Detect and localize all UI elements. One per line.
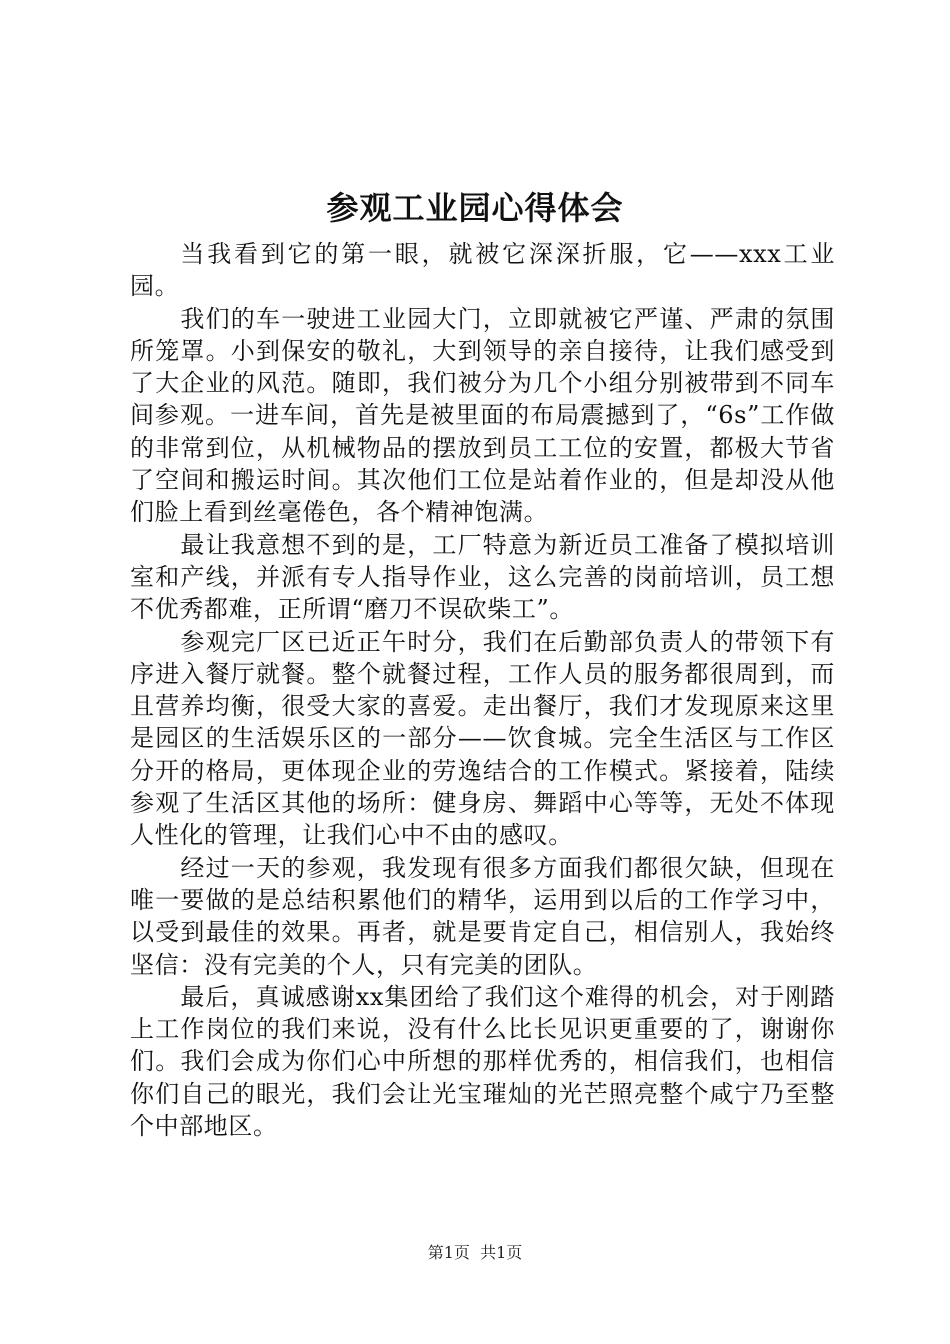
- page-number: 第1页: [427, 1243, 470, 1262]
- paragraph-2: 我们的车一驶进工业园大门，立即就被它严谨、严肃的氛围所笼罩。小到保安的敬礼，大到领导的亲自接待，让我们感受到了大企业的风范。随即，我们被分为几个小组分别被带到不同车间参观。一进车间，首先是被里面的布局震撼到了，“6s”工作做的非常到位，从机械物品的摆放到员工工位的安置，都极大节省了空间和搬运时间。其次他们工位是站着作业的，但是却没从他们脸上看到丝毫倦色，各个精神饱满。: [130, 304, 835, 527]
- document-body: [130, 238, 835, 1142]
- paragraph-4: 参观完厂区已近正午时分，我们在后勤部负责人的带领下有序进入餐厅就餐。整个就餐过程，工作人员的服务都很周到，而且营养均衡，很受大家的喜爱。走出餐厅，我们才发现原来这里是园区的生活娱乐区的一部分——饮食城。完全生活区与工作区分开的格局，更体现企业的劳逸结合的工作模式。紧接着，陆续参观了生活区其他的场所：健身房、舞蹈中心等等，无处不体现人性化的管理，让我们心中不由的感叹。: [130, 627, 835, 850]
- page-total: 共1页: [480, 1243, 523, 1262]
- document-title: 参观工业园心得体会: [326, 189, 624, 227]
- paragraph-5: 经过一天的参观，我发现有很多方面我们都很欠缺，但现在唯一要做的是总结积累他们的精华，运用到以后的工作学习中，以受到最佳的效果。再者，就是要肯定自己，相信别人，我始终坚信：没有完美的个人，只有完美的团队。: [130, 853, 835, 979]
- paragraph-3: 最让我意想不到的是，工厂特意为新近员工准备了模拟培训室和产线，并派有专人指导作业，这么完善的岗前培训，员工想不优秀都难，正所谓“磨刀不误砍柴工”。: [130, 530, 835, 624]
- paragraph-1: 当我看到它的第一眼，就被它深深折服，它——xxx工业园。: [130, 240, 835, 301]
- page-footer: [0, 1242, 950, 1264]
- paragraph-6: 最后，真诚感谢xx集团给了我们这个难得的机会，对于刚踏上工作岗位的我们来说，没有什么比长见识更重要的了，谢谢你们。我们会成为你们心中所想的那样优秀的，相信我们，也相信你们自己的眼光，我们会让光宝璀灿的光芒照亮整个咸宁乃至整个中部地区。: [130, 982, 835, 1141]
